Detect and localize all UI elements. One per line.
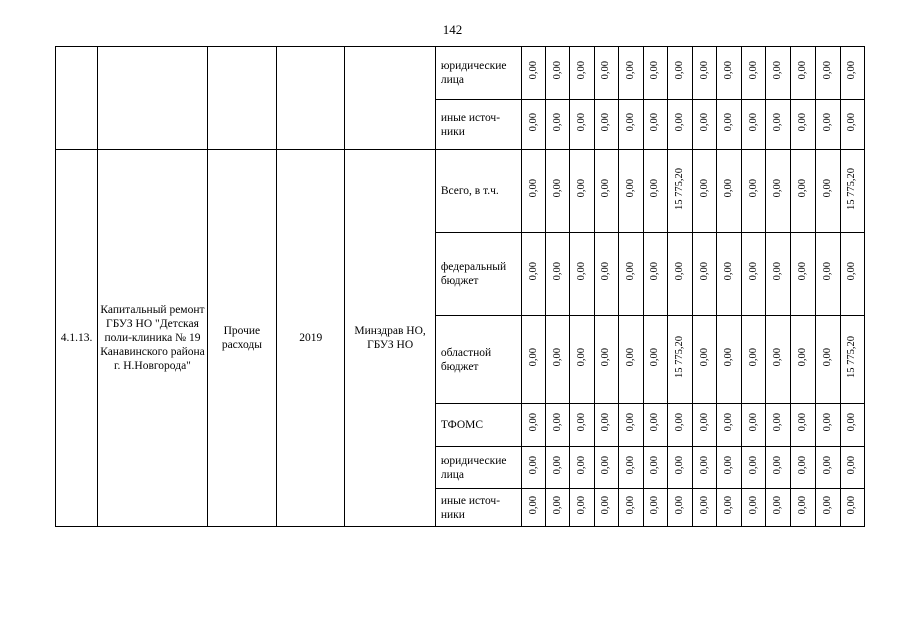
value-cell <box>742 150 766 233</box>
value-cell <box>667 150 692 233</box>
value-cell <box>717 233 742 316</box>
value-text: 0,00 <box>576 112 588 132</box>
value-cell <box>766 100 791 150</box>
value-text: 0,00 <box>772 61 784 80</box>
value-text: 0,00 <box>797 413 808 432</box>
value-cell <box>667 316 692 404</box>
value-text: 0,00 <box>649 179 661 198</box>
value-cell <box>742 447 766 489</box>
value-cell <box>815 489 840 527</box>
source-label: юридические лица <box>435 47 521 100</box>
value-cell <box>522 150 546 233</box>
value-text: 0,00 <box>576 495 588 515</box>
value-text: 0,00 <box>576 61 588 80</box>
value-cell <box>693 47 717 100</box>
value-cell <box>643 233 667 316</box>
value-text: 0,00 <box>649 347 661 367</box>
value-text: 0,00 <box>551 61 563 80</box>
value-cell <box>693 100 717 150</box>
value-cell <box>693 447 717 489</box>
value-cell <box>643 47 667 100</box>
value-text: 0,00 <box>600 413 612 432</box>
value-text: 0,00 <box>600 262 612 281</box>
name-cell: Капитальный ремонт ГБУЗ НО "Детская поли-клиника № 19 Канавинского района г. Н.Новгорода" <box>98 150 208 527</box>
value-text: 0,00 <box>673 262 685 281</box>
value-text: 0,00 <box>821 61 833 80</box>
value-cell <box>717 489 742 527</box>
value-text: 0,00 <box>551 455 563 475</box>
number-cell: 4.1.13. <box>56 150 98 527</box>
value-cell <box>570 404 594 447</box>
value-text: 0,00 <box>846 262 858 281</box>
value-text: 0,00 <box>747 413 759 432</box>
value-cell <box>717 47 742 100</box>
value-cell <box>546 100 570 150</box>
value-text: 15 775,20 <box>846 167 858 210</box>
value-cell <box>618 447 643 489</box>
value-text: 0,00 <box>624 262 636 281</box>
value-text: 0,00 <box>673 413 685 432</box>
value-text: 0,00 <box>772 495 784 515</box>
value-cell <box>643 100 667 150</box>
value-text: 0,00 <box>698 61 710 80</box>
value-cell <box>766 233 791 316</box>
value-text: 0,00 <box>821 347 833 367</box>
value-cell <box>742 47 766 100</box>
value-cell <box>766 447 791 489</box>
value-cell <box>791 47 815 100</box>
value-text: 0,00 <box>624 179 636 198</box>
value-text: 0,00 <box>624 61 636 80</box>
value-text: 0,00 <box>747 61 759 80</box>
value-cell <box>693 233 717 316</box>
value-text: 0,00 <box>649 455 661 475</box>
budget-table <box>55 46 865 527</box>
value-text: 0,00 <box>723 413 735 432</box>
value-text: 0,00 <box>698 262 710 281</box>
value-cell <box>717 150 742 233</box>
value-cell <box>570 447 594 489</box>
value-cell <box>815 150 840 233</box>
value-text: 0,00 <box>551 495 563 515</box>
value-cell <box>546 316 570 404</box>
value-text: 0,00 <box>747 262 759 281</box>
value-cell <box>643 316 667 404</box>
value-text: 0,00 <box>797 112 808 132</box>
value-text: 0,00 <box>576 262 588 281</box>
value-text: 15 775,20 <box>673 167 685 210</box>
value-text: 0,00 <box>551 112 563 132</box>
value-cell <box>840 47 864 100</box>
value-text: 0,00 <box>723 347 735 367</box>
value-text: 0,00 <box>797 179 808 198</box>
value-cell <box>766 150 791 233</box>
value-text: 0,00 <box>723 495 735 515</box>
value-text: 0,00 <box>527 347 539 367</box>
value-cell <box>546 447 570 489</box>
value-text: 0,00 <box>551 347 563 367</box>
value-cell <box>522 316 546 404</box>
value-cell <box>815 47 840 100</box>
value-text: 0,00 <box>772 112 784 132</box>
value-cell <box>570 150 594 233</box>
value-cell <box>667 233 692 316</box>
value-cell <box>840 489 864 527</box>
value-cell <box>594 447 618 489</box>
value-cell <box>717 447 742 489</box>
value-cell <box>840 150 864 233</box>
value-text: 0,00 <box>576 413 588 432</box>
executor-cell: Минздрав НО, ГБУЗ НО <box>345 150 435 527</box>
expense-type-cell: Прочие расходы <box>207 150 276 527</box>
value-cell <box>693 489 717 527</box>
value-cell <box>791 150 815 233</box>
value-text: 0,00 <box>649 61 661 80</box>
value-text: 0,00 <box>797 61 808 80</box>
value-text: 0,00 <box>673 61 685 80</box>
value-text: 0,00 <box>821 455 833 475</box>
value-cell <box>766 404 791 447</box>
value-cell <box>643 489 667 527</box>
value-cell <box>594 489 618 527</box>
value-cell <box>594 404 618 447</box>
value-text: 0,00 <box>698 455 710 475</box>
value-cell <box>791 100 815 150</box>
value-text: 0,00 <box>747 347 759 367</box>
source-label: федеральный бюджет <box>435 233 521 316</box>
value-text: 0,00 <box>723 179 735 198</box>
value-cell <box>618 489 643 527</box>
value-text: 0,00 <box>576 179 588 198</box>
executor-cell <box>345 47 435 150</box>
value-text: 0,00 <box>527 179 539 198</box>
name-cell <box>98 47 208 150</box>
value-cell <box>594 233 618 316</box>
value-text: 0,00 <box>624 413 636 432</box>
value-text: 0,00 <box>747 495 759 515</box>
value-cell <box>667 47 692 100</box>
value-cell <box>522 47 546 100</box>
value-text: 0,00 <box>624 347 636 367</box>
year-cell: 2019 <box>277 150 345 527</box>
source-label: ТФОМС <box>435 404 521 447</box>
value-text: 0,00 <box>649 495 661 515</box>
value-cell <box>570 233 594 316</box>
value-text: 0,00 <box>698 495 710 515</box>
value-cell <box>594 316 618 404</box>
value-text: 0,00 <box>772 347 784 367</box>
value-text: 0,00 <box>698 413 710 432</box>
value-cell <box>815 100 840 150</box>
value-text: 0,00 <box>846 413 858 432</box>
value-text: 0,00 <box>527 262 539 281</box>
value-text: 0,00 <box>846 495 858 515</box>
value-text: 0,00 <box>600 112 612 132</box>
value-text: 0,00 <box>527 112 539 132</box>
value-cell <box>717 404 742 447</box>
value-text: 0,00 <box>797 347 808 367</box>
value-cell <box>766 47 791 100</box>
value-cell <box>815 316 840 404</box>
value-cell <box>815 233 840 316</box>
value-text: 0,00 <box>772 455 784 475</box>
value-text: 0,00 <box>527 495 539 515</box>
value-cell <box>594 100 618 150</box>
value-cell <box>840 100 864 150</box>
value-text: 0,00 <box>624 112 636 132</box>
value-cell <box>546 489 570 527</box>
value-text: 0,00 <box>723 112 735 132</box>
value-cell <box>766 489 791 527</box>
value-cell <box>840 316 864 404</box>
value-text: 0,00 <box>551 262 563 281</box>
value-cell <box>667 489 692 527</box>
value-text: 15 775,20 <box>673 336 685 378</box>
value-cell <box>742 100 766 150</box>
value-text: 0,00 <box>673 455 685 475</box>
value-cell <box>742 404 766 447</box>
value-cell <box>570 489 594 527</box>
value-text: 0,00 <box>723 455 735 475</box>
value-text: 0,00 <box>527 455 539 475</box>
value-text: 0,00 <box>772 179 784 198</box>
value-text: 0,00 <box>600 455 612 475</box>
value-text: 0,00 <box>624 495 636 515</box>
value-text: 0,00 <box>772 413 784 432</box>
value-cell <box>546 233 570 316</box>
value-text: 0,00 <box>797 495 808 515</box>
value-cell <box>522 100 546 150</box>
value-text: 0,00 <box>576 347 588 367</box>
value-text: 0,00 <box>821 262 833 281</box>
value-text: 0,00 <box>551 179 563 198</box>
value-cell <box>618 316 643 404</box>
value-cell <box>594 150 618 233</box>
value-cell <box>815 404 840 447</box>
value-text: 0,00 <box>698 347 710 367</box>
value-text: 0,00 <box>821 112 833 132</box>
value-text: 0,00 <box>747 112 759 132</box>
value-cell <box>791 404 815 447</box>
value-text: 0,00 <box>649 262 661 281</box>
value-cell <box>840 404 864 447</box>
value-cell <box>522 489 546 527</box>
value-text: 15 775,20 <box>846 336 858 378</box>
page-number: 142 <box>442 22 463 37</box>
value-text: 0,00 <box>551 413 563 432</box>
value-cell <box>643 404 667 447</box>
value-cell <box>522 233 546 316</box>
value-cell <box>791 489 815 527</box>
value-cell <box>643 150 667 233</box>
value-text: 0,00 <box>649 112 661 132</box>
value-text: 0,00 <box>747 179 759 198</box>
value-text: 0,00 <box>600 347 612 367</box>
value-cell <box>570 100 594 150</box>
value-text: 0,00 <box>821 413 833 432</box>
source-label: областной бюджет <box>435 316 521 404</box>
value-cell <box>522 447 546 489</box>
value-cell <box>791 316 815 404</box>
value-cell <box>742 316 766 404</box>
value-text: 0,00 <box>600 179 612 198</box>
value-text: 0,00 <box>673 112 685 132</box>
value-cell <box>693 150 717 233</box>
value-cell <box>570 316 594 404</box>
value-text: 0,00 <box>698 112 710 132</box>
value-cell <box>643 447 667 489</box>
value-cell <box>546 47 570 100</box>
value-text: 0,00 <box>723 262 735 281</box>
value-text: 0,00 <box>698 179 710 198</box>
value-text: 0,00 <box>649 413 661 432</box>
value-cell <box>791 233 815 316</box>
value-cell <box>693 404 717 447</box>
value-text: 0,00 <box>821 495 833 515</box>
value-text: 0,00 <box>600 495 612 515</box>
value-cell <box>618 150 643 233</box>
value-text: 0,00 <box>527 413 539 432</box>
value-cell <box>742 489 766 527</box>
value-cell <box>546 150 570 233</box>
year-cell <box>277 47 345 150</box>
value-cell <box>840 447 864 489</box>
table-row <box>56 47 865 100</box>
value-text: 0,00 <box>846 455 858 475</box>
source-label: Всего, в т.ч. <box>435 150 521 233</box>
number-cell <box>56 47 98 150</box>
value-text: 0,00 <box>821 179 833 198</box>
value-cell <box>717 316 742 404</box>
value-cell <box>717 100 742 150</box>
value-text: 0,00 <box>624 455 636 475</box>
value-text: 0,00 <box>846 61 858 80</box>
value-cell <box>618 233 643 316</box>
value-cell <box>570 47 594 100</box>
value-text: 0,00 <box>846 112 858 132</box>
value-cell <box>693 316 717 404</box>
value-cell <box>594 47 618 100</box>
value-cell <box>667 447 692 489</box>
source-label: юридические лица <box>435 447 521 489</box>
value-text: 0,00 <box>797 455 808 475</box>
source-label: иные источ-ники <box>435 100 521 150</box>
value-cell <box>791 447 815 489</box>
value-text: 0,00 <box>576 455 588 475</box>
value-cell <box>618 47 643 100</box>
table-row <box>56 150 865 233</box>
value-cell <box>815 447 840 489</box>
value-text: 0,00 <box>673 495 685 515</box>
value-text: 0,00 <box>723 61 735 80</box>
value-text: 0,00 <box>747 455 759 475</box>
value-cell <box>766 316 791 404</box>
value-text: 0,00 <box>772 262 784 281</box>
value-cell <box>667 100 692 150</box>
value-text: 0,00 <box>600 61 612 80</box>
value-cell <box>546 404 570 447</box>
value-text: 0,00 <box>797 262 808 281</box>
expense-type-cell <box>207 47 276 150</box>
value-cell <box>522 404 546 447</box>
value-cell <box>618 404 643 447</box>
value-cell <box>618 100 643 150</box>
value-cell <box>667 404 692 447</box>
source-label: иные источ-ники <box>435 489 521 527</box>
value-cell <box>840 233 864 316</box>
value-text: 0,00 <box>527 61 539 80</box>
value-cell <box>742 233 766 316</box>
